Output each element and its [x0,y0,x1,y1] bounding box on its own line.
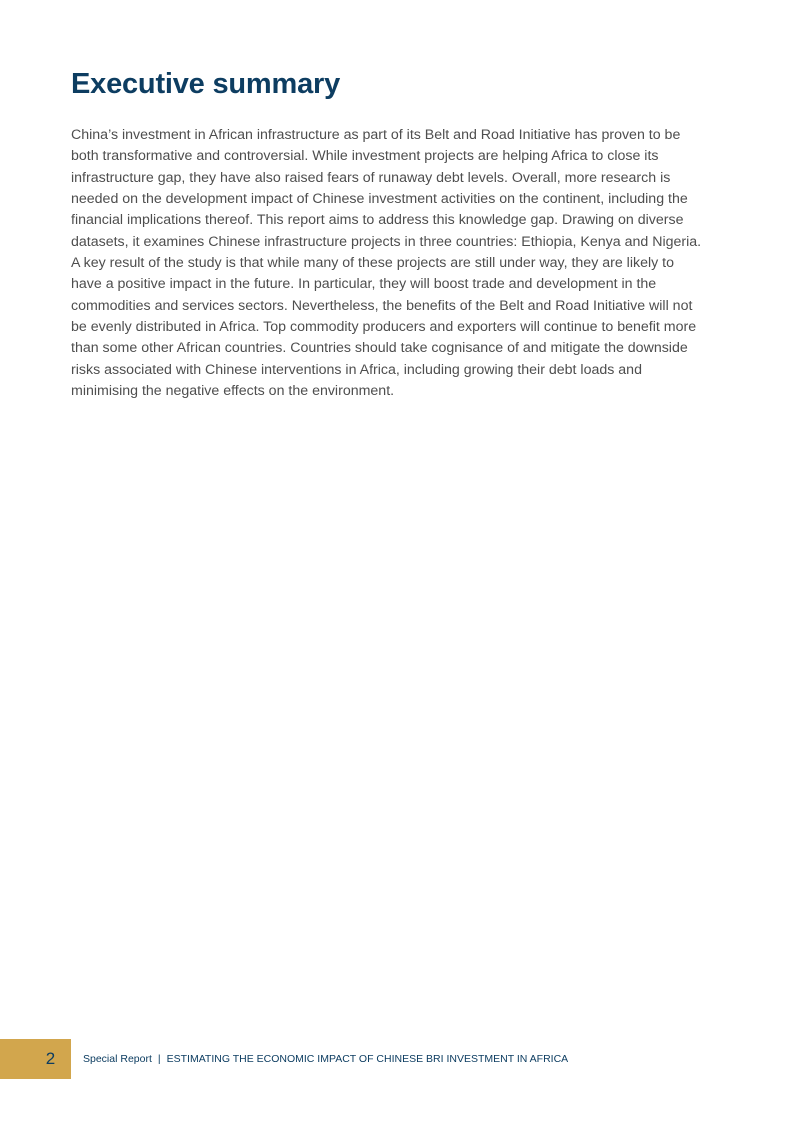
report-type-label: Special Report [83,1053,152,1065]
page-number: 2 [45,1049,56,1068]
report-title-label: ESTIMATING THE ECONOMIC IMPACT OF CHINESE BRI INVESTMENT IN AFRICA [166,1053,569,1065]
running-footer [83,1039,568,1079]
page-footer [0,1039,793,1079]
executive-summary-paragraph: China’s investment in African infrastructure as part of its Belt and Road Initiative has proven to be both transformative and controversial. While investment projects are helping Africa to close its infrastructure gap, they have also raised fears of runaway debt levels. Overall, more research is needed on the development impact of Chinese investment activities on the continent, including the financial implications thereof. This report aims to address this knowledge gap. Drawing on diverse datasets, it examines Chinese infrastructure projects in three countries: Ethiopia, Kenya and Nigeria. A key result of the study is that while many of these projects are still under way, they are likely to have a positive impact in the future. In particular, they will boost trade and development in the commodities and services sectors. Nevertheless, the benefits of the Belt and Road Initiative will not be evenly distributed in Africa. Top commodity producers and exporters will continue to benefit more than some other African countries. Countries should take cognisance of and mitigate the downside risks associated with Chinese interventions in Africa, including growing their debt loads and minimising the negative effects on the environment. [71,127,702,400]
page-number-box [0,1039,71,1079]
footer-separator: | [157,1053,161,1065]
page-title: Executive summary [71,68,341,100]
